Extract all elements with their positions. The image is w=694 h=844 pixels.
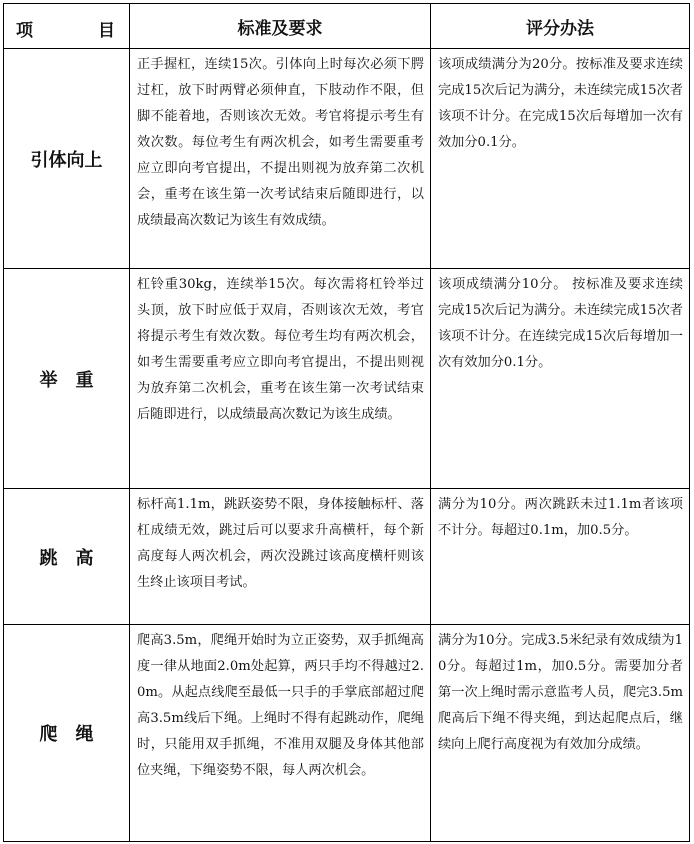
scoring-cell: 满分为10分。两次跳跃未过1.1m者该项不计分。每超过0.1m，加0.5分。: [431, 489, 690, 625]
scoring-cell: 该项成绩满分10分。 按标准及要求连续完成15次后记为满分。未连续完成15次者该项不计分。在连续完成15次后每增加一次有效加分0.1分。: [431, 269, 690, 489]
standard-cell: 标杆高1.1m，跳跃姿势不限，身体接触标杆、落杠成绩无效，跳过后可以要求升高横杆，每个新高度每人两次机会，两次没跳过该高度横杆则该生终止该项目考试。: [130, 489, 431, 625]
table-row: [4, 269, 690, 489]
header-item-left: 项: [16, 21, 33, 41]
standard-cell: 正手握杠，连续15次。引体向上时每次必须下腭过杠，放下时两臂必须伸直，下肢动作不限，但脚不能着地，否则该次无效。考官将提示考生有效次数。每位考生有两次机会，如考生需要重考应立即向考官提出，不提出则视为放弃第二次机会，重考在该生第一次考试结束后随即进行，以成绩最高次数记为该生有效成绩。: [130, 49, 431, 269]
item-name: 举 重: [4, 269, 130, 489]
header-scoring: 评分办法: [431, 4, 690, 49]
assessment-table: [3, 3, 690, 842]
item-name: 引体向上: [4, 49, 130, 269]
item-name: 跳 高: [4, 489, 130, 625]
scoring-cell: 满分为10分。完成3.5米纪录有效成绩为10分。每超过1m，加0.5分。需要加分者第一次上绳时需示意监考人员，爬完3.5m爬高后下绳不得夹绳，到达起爬点后，继续向上爬行高度视为有效加分成绩。: [431, 625, 690, 842]
standard-cell: 爬高3.5m，爬绳开始时为立正姿势，双手抓绳高度一律从地面2.0m处起算，两只手均不得越过2.0m。从起点线爬至最低一只手的手掌底部超过爬高3.5m线后下绳。上绳时不得有起跳动作，爬绳时，只能用双手抓绳，不准用双腿及身体其他部位夹绳，下绳姿势不限，每人两次机会。: [130, 625, 431, 842]
scoring-cell: 该项成绩满分为20分。按标准及要求连续完成15次后记为满分，未连续完成15次者该项不计分。在完成15次后每增加一次有效加分0.1分。: [431, 49, 690, 269]
table-row: [4, 625, 690, 842]
header-item-right: 目: [98, 21, 115, 41]
table-row: [4, 49, 690, 269]
item-name: 爬 绳: [4, 625, 130, 842]
header-row: [4, 4, 690, 49]
standard-cell: 杠铃重30kg，连续举15次。每次需将杠铃举过头顶，放下时应低于双肩，否则该次无效，考官将提示考生有效次数。每位考生均有两次机会，如考生需要重考应立即向考官提出，不提出则视为放弃第二次机会，重考在该生第一次考试结束后随即进行，以成绩最高次数记为该生成绩。: [130, 269, 431, 489]
header-standard: 标准及要求: [130, 4, 431, 49]
header-item: [4, 4, 130, 49]
table-row: [4, 489, 690, 625]
